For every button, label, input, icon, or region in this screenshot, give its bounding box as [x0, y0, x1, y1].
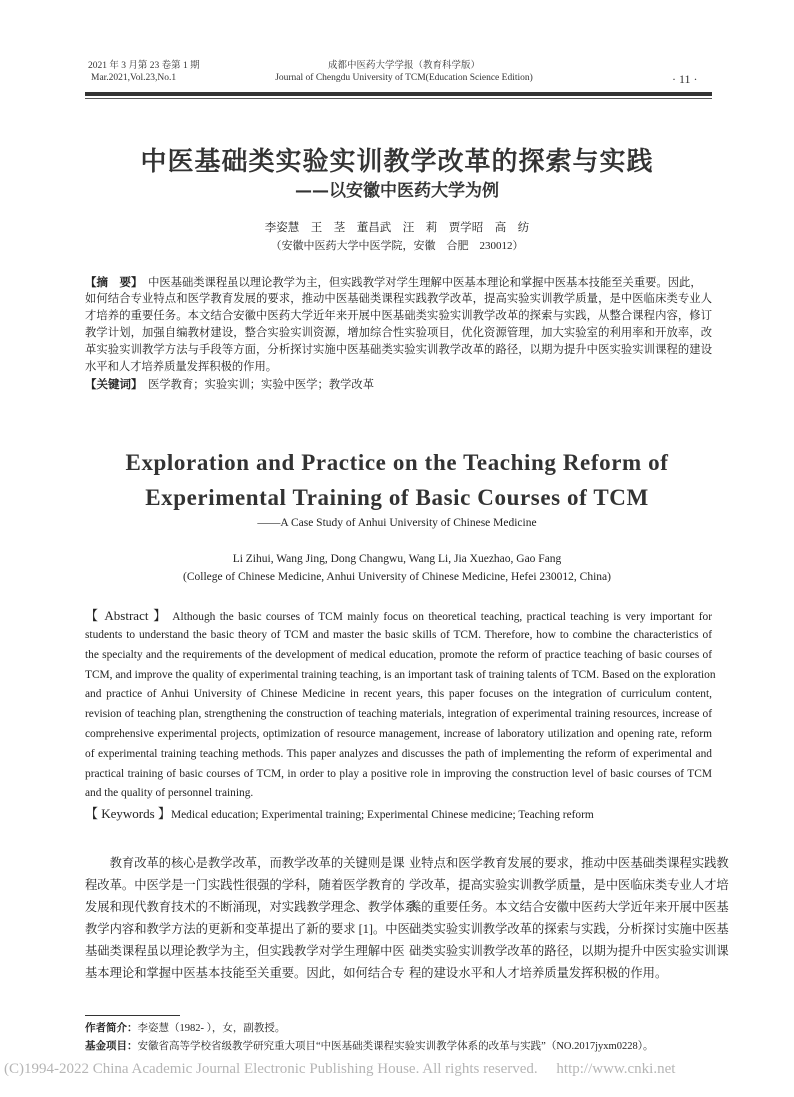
footnote-author-text: 李姿慧（1982- ），女，副教授。	[137, 1023, 286, 1034]
abstract-cn-line: 如何结合专业特点和医学教育发展的要求，推动中医基础类课程实践教学改革，提高实验实训教学质量，是中医临床类专业人	[85, 293, 712, 305]
header-rule-thick	[85, 92, 712, 96]
abstract-en-line: the specialty and the requirements of the development of medical education, promote the reform of practice teaching of basic courses of	[85, 649, 712, 661]
keywords-cn-label: 【关键词】	[85, 377, 137, 391]
header-rule-thin	[85, 98, 712, 99]
body-column-left	[85, 852, 430, 984]
abstract-en-line: revision of teaching plan, strengthening the construction of teaching materials, integration of experimental training resources, increase of	[85, 708, 712, 720]
title-en-line: Exploration and Practice on the Teaching Reform of	[125, 450, 669, 475]
abstract-cn-line: 中医基础类课程虽以理论教学为主，但实践教学对学生理解中医基本理论和掌握中医基本技能至关重要。因此，	[148, 277, 702, 289]
abstract-en-line: students to understand the basic theory of TCM and master the basic skills of TCM. Therefore, how to combine the characteristics of	[85, 629, 712, 641]
page-number: · 11 ·	[672, 72, 698, 86]
footnote-rule	[85, 1015, 180, 1016]
body-line: 程的建设水平和人才培养质量发挥积极的作用。	[409, 966, 668, 980]
body-line: 基本理论和掌握中医基本技能至关重要。因此，如何结合专	[85, 966, 405, 980]
footnote-author	[85, 1020, 285, 1035]
body-line: 础类实验实训教学改革的探索与实践，分析探讨实施中医基	[409, 922, 729, 936]
subtitle-cn: ——以安徽中医药大学为例	[295, 181, 499, 201]
abstract-en-line: and the quality of personnel training.	[85, 787, 254, 799]
keywords-en-label: 【 Keywords 】	[85, 806, 171, 821]
title-en-line: Experimental Training of Basic Courses of TCM	[145, 485, 649, 510]
affiliation-en: (College of Chinese Medicine, Anhui University of Chinese Medicine, Hefei 230012, China)	[183, 571, 611, 583]
journal-en: Journal of Chengdu University of TCM(Education Science Edition)	[275, 73, 533, 83]
body-line: 发展和现代教育技术的不断涌现，对实践教学理念、教学体系、	[85, 900, 430, 914]
title-cn: 中医基础类实验实训教学改革的探索与实践	[140, 147, 654, 176]
body-line: 教育改革的核心是教学改革，而教学改革的关键则是课	[85, 856, 405, 870]
body-line: 养的重要任务。本文结合安徽中医药大学近年来开展中医基	[409, 900, 729, 914]
affiliation-cn: （安徽中医药大学中医学院，安徽 合肥 230012）	[270, 240, 524, 252]
abstract-cn-line: 水平和人才培养质量发挥积极的作用。	[85, 361, 278, 373]
keywords-cn	[85, 376, 712, 393]
abstract-en-label: 【 Abstract 】	[85, 608, 168, 623]
abstract-en-line: practical training of basic courses of TCM, in order to play a positive role in improving the construction level of basic courses of TCM	[85, 768, 712, 780]
abstract-cn-line: 革实验实训教学方法与手段等方面，分析探讨实施中医基础类实验实训教学改革的路径，以期为提升中医实验实训课程的建设	[85, 344, 712, 356]
abstract-en-line: and practice of Anhui University of Chinese Medicine in recent years, this paper focuses on the integration of curriculum content,	[85, 688, 712, 700]
abstract-cn-label: 【摘 要】	[85, 275, 137, 289]
abstract-en-line: of experimental training teaching methods. This paper analyzes and discusses the path of implementing the reform of experimental and	[85, 748, 712, 760]
body-line: 业特点和医学教育发展的要求，推动中医基础类课程实践教	[409, 856, 729, 870]
abstract-en-line: TCM, and improve the quality of experimental training teaching, is an important task of training talents of TCM. Based on the exploration	[85, 669, 716, 681]
body-line: 程改革。中医学是一门实践性很强的学科，随着医学教育的	[85, 878, 405, 892]
keywords-en	[85, 804, 712, 824]
body-line: 基础类课程虽以理论教学为主，但实践教学对学生理解中医	[85, 944, 405, 958]
keywords-en-text: Medical education; Experimental training; Experimental Chinese medicine; Teaching reform	[170, 809, 594, 821]
footnote-author-label: 作者简介：	[85, 1022, 138, 1034]
authors-en: Li Zihui, Wang Jing, Dong Changwu, Wang Li, Jia Xuezhao, Gao Fang	[232, 553, 562, 565]
footnote-fund-label: 基金项目：	[85, 1040, 138, 1052]
issue-cn: 2021 年 3 月第 23 卷第 1 期	[88, 61, 200, 71]
body-line: 教学内容和教学方法的更新和变革提出了新的要求 [1]。中医	[85, 922, 410, 936]
abstract-en-line: comprehensive experimental projects, optimization of resource management, increase of laboratory utilization and opening rate, reform	[85, 728, 712, 740]
body-line: 学改革，提高实验实训教学质量，是中医临床类专业人才培	[409, 878, 729, 892]
keywords-cn-text: 医学教育；实验实训；实验中医学；教学改革	[148, 379, 375, 391]
copyright-watermark: (C)1994-2022 China Academic Journal Electronic Publishing House. All rights reserved. http://www.cnki.net	[4, 1061, 676, 1077]
authors-cn: 李姿慧 王 茎 董昌武 汪 莉 贾学昭 高 纺	[264, 222, 530, 234]
journal-cn: 成都中医药大学学报（教育科学版）	[327, 61, 480, 71]
footnote-fund	[85, 1038, 653, 1053]
body-column-right	[409, 852, 729, 984]
issue-en: Mar.2021,Vol.23,No.1	[91, 73, 177, 83]
abstract-en-line: Although the basic courses of TCM mainly focus on theoretical teaching, practical teaching is very important for	[172, 611, 712, 623]
body-line: 础类实验实训教学改革的路径，以期为提升中医实验实训课	[409, 944, 729, 958]
footnote-fund-text: 安徽省高等学校省级教学研究重大项目“中医基础类课程实验实训教学体系的改革与实践”（NO.2017jyxm0228）。	[137, 1041, 654, 1052]
abstract-cn-line: 才培养的重要任务。本文结合安徽中医药大学近年来开展中医基础类实验实训教学改革的探索与实践，从整合课程内容，修订	[85, 310, 712, 322]
subtitle-en: ——A Case Study of Anhui University of Chinese Medicine	[257, 517, 537, 529]
abstract-cn-line: 教学计划，加强自编教材建设，整合实验实训资源，增加综合性实验项目，优化资源管理，加大实验室的利用率和开放率，改	[85, 327, 712, 339]
